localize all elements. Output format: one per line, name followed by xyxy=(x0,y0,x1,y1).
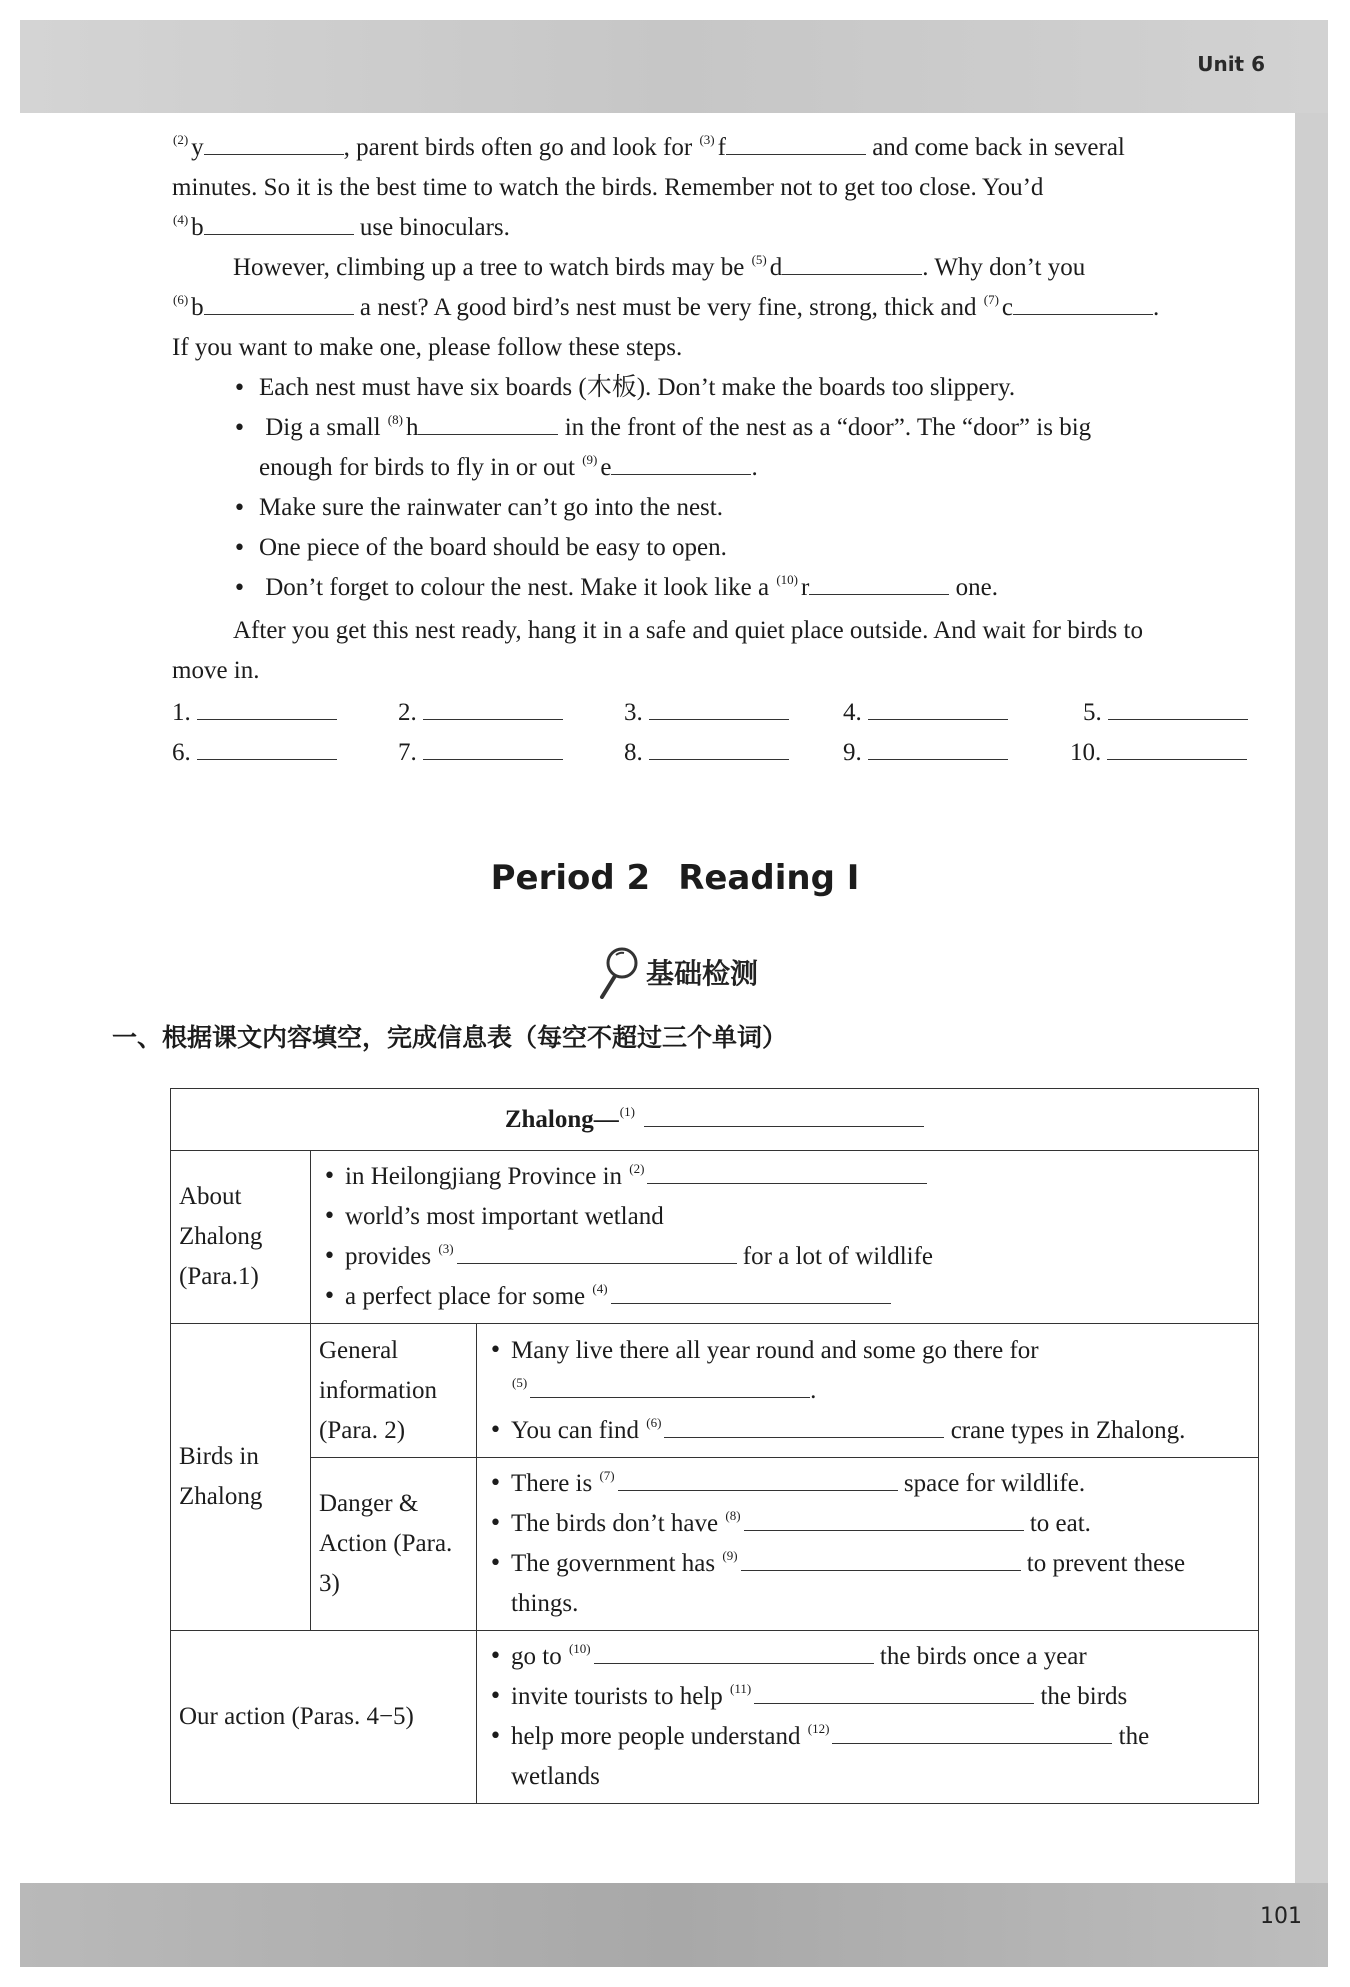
table-title-cell: Zhalong—$^{(1)}$ xyxy=(171,1089,1259,1151)
passage-line-5: $^{(6)}$ b a nest? A good bird’s nest must be very fine, strong, thick and $^{(7)}$ c . xyxy=(173,292,1160,321)
general-label: General information (Para. 2) xyxy=(311,1324,477,1458)
table-blank-2[interactable] xyxy=(647,1161,927,1184)
general-content: • Many live there all year round and some go there for $^{(5)}$ . • You can find $^{(6)}$ crane types in Zhalong. xyxy=(477,1324,1259,1458)
blank-10[interactable] xyxy=(809,572,949,595)
table-blank-5[interactable] xyxy=(530,1375,810,1398)
step-2-continued: enough for birds to fly in or out $^{(9)}$ e . xyxy=(259,452,758,481)
passage-line-8: move in. xyxy=(172,657,260,684)
answer-3[interactable]: 3. xyxy=(624,693,789,733)
step-3: • Make sure the rainwater can’t go into the nest. xyxy=(259,488,723,529)
answer-2[interactable]: 2. xyxy=(398,693,563,733)
birds-label: Birds in Zhalong xyxy=(171,1324,311,1631)
step-5: • Don’t forget to colour the nest. Make it look like a $^{(10)}$ r one. xyxy=(259,568,998,609)
answer-4[interactable]: 4. xyxy=(843,693,1008,733)
danger-label: Danger & Action (Para. 3) xyxy=(311,1458,477,1631)
page-number: 101 xyxy=(1260,1904,1302,1929)
passage-line-1: $^{(2)}$ y , parent birds often go and look for $^{(3)}$ f and come back in several xyxy=(173,132,1125,161)
blank-6[interactable] xyxy=(204,292,354,315)
period-title: Period 2 Reading I xyxy=(490,858,860,898)
table-blank-7[interactable] xyxy=(618,1468,898,1491)
section-title: 一、根据课文内容填空，完成信息表（每空不超过三个单词） xyxy=(112,1023,788,1052)
passage-line-6: If you want to make one, please follow these steps. xyxy=(172,334,683,361)
table-blank-8[interactable] xyxy=(744,1508,1024,1531)
answer-1[interactable]: 1. xyxy=(172,693,337,733)
blank-7[interactable] xyxy=(1013,292,1153,315)
table-blank-6[interactable] xyxy=(664,1415,944,1438)
blank-2[interactable] xyxy=(204,132,344,155)
answer-10[interactable]: 10. xyxy=(1070,733,1247,773)
step-2: • Dig a small $^{(8)}$ h in the front of the nest as a “door”. The “door” is big xyxy=(259,408,1091,449)
answer-7[interactable]: 7. xyxy=(398,733,563,773)
danger-content: • There is $^{(7)}$ space for wildlife. • The birds don’t have $^{(8)}$ to eat. • The government has $^{(9)}$ to prevent these things. xyxy=(477,1458,1259,1631)
check-heading: 基础检测 xyxy=(596,945,758,999)
action-content: • go to $^{(10)}$ the birds once a year • invite tourists to help $^{(11)}$ the birds • help more people understand $^{(12)}$ the wetlands xyxy=(477,1631,1259,1804)
table-blank-9[interactable] xyxy=(741,1548,1021,1571)
footer-band xyxy=(20,1883,1328,1967)
answer-5[interactable]: 5. xyxy=(1083,693,1248,733)
info-table xyxy=(170,1088,1259,1804)
header-band xyxy=(20,20,1328,113)
table-blank-4[interactable] xyxy=(611,1281,891,1304)
table-blank-1[interactable] xyxy=(644,1104,924,1127)
about-label: About Zhalong (Para.1) xyxy=(171,1151,311,1324)
answer-9[interactable]: 9. xyxy=(843,733,1008,773)
answer-8[interactable]: 8. xyxy=(624,733,789,773)
table-blank-3[interactable] xyxy=(457,1241,737,1264)
blank-4[interactable] xyxy=(204,212,354,235)
blank-3[interactable] xyxy=(726,132,866,155)
unit-label: Unit 6 xyxy=(1197,52,1265,76)
magnifier-icon xyxy=(596,945,640,999)
table-blank-12[interactable] xyxy=(832,1721,1112,1744)
blank-9[interactable] xyxy=(611,452,751,475)
side-band xyxy=(1295,113,1328,1883)
table-blank-10[interactable] xyxy=(594,1641,874,1664)
passage-line-2: minutes. So it is the best time to watch the birds. Remember not to get too close. You’d xyxy=(172,174,1044,201)
blank-8[interactable] xyxy=(418,412,558,435)
blank-5[interactable] xyxy=(782,252,922,275)
passage-line-7: After you get this nest ready, hang it in a safe and quiet place outside. And wait for birds to xyxy=(233,617,1143,644)
step-4: • One piece of the board should be easy to open. xyxy=(259,528,727,569)
passage-line-4: However, climbing up a tree to watch birds may be $^{(5)}$ d . Why don’t you xyxy=(233,252,1086,281)
about-content: • in Heilongjiang Province in $^{(2)}$ • world’s most important wetland • provides $^{(3)}$ for a lot of wildlife • a perfect place for some $^{(4)}$ xyxy=(311,1151,1259,1324)
step-1: • Each nest must have six boards (木板). Don’t make the boards too slippery. xyxy=(259,368,1015,409)
action-label: Our action (Paras. 4−5) xyxy=(171,1631,477,1804)
table-blank-11[interactable] xyxy=(754,1681,1034,1704)
answer-6[interactable]: 6. xyxy=(172,733,337,773)
passage-line-3: $^{(4)}$ b use binoculars. xyxy=(173,212,510,241)
